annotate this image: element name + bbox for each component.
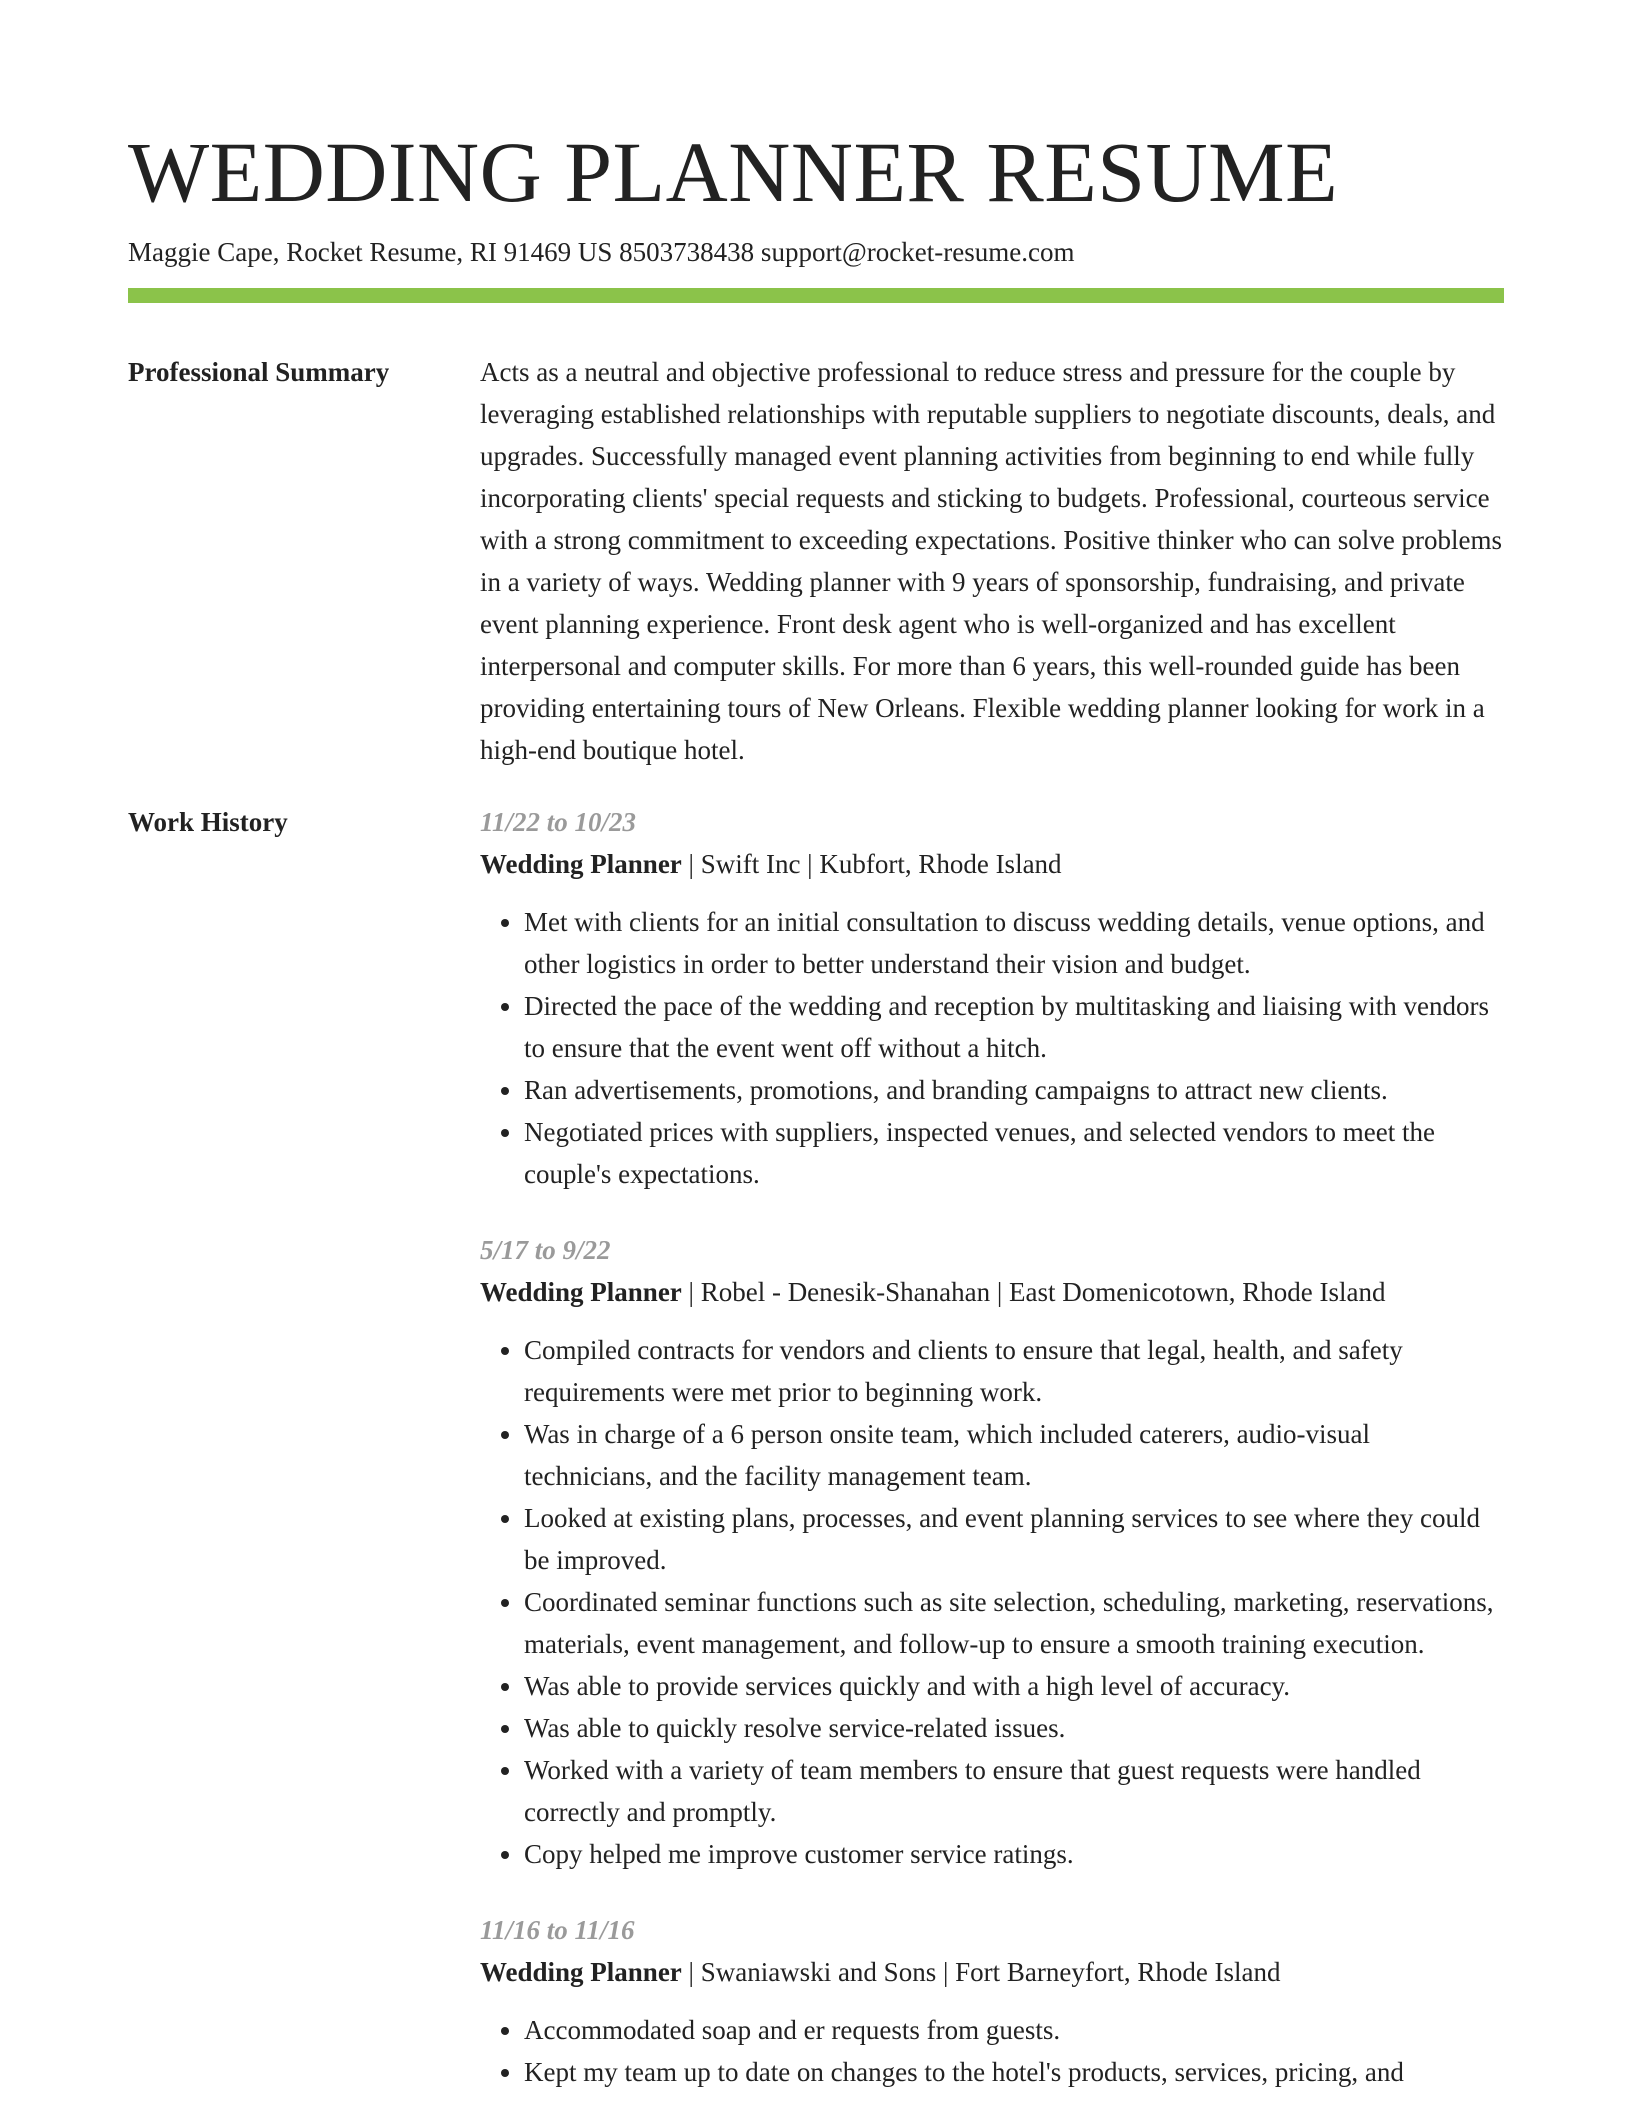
job-heading — [480, 843, 1504, 885]
job-bullet: • Accommodated soap and er requests from guests. — [524, 2009, 1504, 2051]
job-entry — [480, 1909, 1504, 2093]
header-divider — [128, 288, 1504, 303]
summary-text: Acts as a neutral and objective professional to reduce stress and pressure for the couple by leveraging established relationships with reputable suppliers to negotiate discounts, deals, and upgrades. Successfully managed event planning activities from beginning to end while fully incorporating clients' special requests and sticking to budgets. Professional, courteous service with a strong commitment to exceeding expectations. Positive thinker who can solve problems in a variety of ways. Wedding planner with 9 years of sponsorship, fundraising, and private event planning experience. Front desk agent who is well-organized and has excellent interpersonal and computer skills. For more than 6 years, this well-rounded guide has been providing entertaining tours of New Orleans. Flexible wedding planner looking for work in a high-end boutique hotel. — [480, 357, 1503, 765]
job-entry — [480, 1229, 1504, 1875]
section-label-summary: Professional Summary — [128, 357, 390, 387]
work-history-section — [128, 801, 1504, 2127]
job-dates: 11/16 to 11/16 — [480, 1915, 635, 1945]
job-heading — [480, 1271, 1504, 1313]
job-dates: 11/22 to 10/23 — [480, 807, 637, 837]
job-bullet: • Kept my team up to date on changes to the hotel's products, services, pricing, and — [524, 2051, 1504, 2093]
job-bullet: • Looked at existing plans, processes, and event planning services to see where they could be improved. — [524, 1497, 1504, 1581]
job-bullet: • Negotiated prices with suppliers, inspected venues, and selected vendors to meet the couple's expectations. — [524, 1111, 1504, 1195]
job-bullet: • Met with clients for an initial consultation to discuss wedding details, venue options, and other logistics in order to better understand their vision and budget. — [524, 901, 1504, 985]
professional-summary-section — [128, 351, 1504, 771]
job-bullet: • Was able to quickly resolve service-related issues. — [524, 1707, 1504, 1749]
job-company-location: | Swaniawski and Sons | Fort Barneyfort, Rhode Island — [681, 1957, 1281, 1987]
job-entry — [480, 801, 1504, 1195]
job-title: Wedding Planner — [480, 1277, 682, 1307]
job-bullet: • Was able to provide services quickly and with a high level of accuracy. — [524, 1665, 1504, 1707]
job-list — [480, 801, 1504, 2127]
resume-page — [128, 0, 1504, 2127]
job-bullet-list — [480, 1329, 1504, 1875]
job-bullet-list — [480, 901, 1504, 1195]
job-dates: 5/17 to 9/22 — [480, 1235, 611, 1265]
section-label-work: Work History — [128, 807, 288, 837]
job-heading — [480, 1951, 1504, 1993]
job-bullet-list — [480, 2009, 1504, 2093]
job-title: Wedding Planner — [480, 849, 682, 879]
job-title: Wedding Planner — [480, 1957, 682, 1987]
job-company-location: | Robel - Denesik-Shanahan | East Domenicotown, Rhode Island — [681, 1277, 1386, 1307]
job-bullet: • Coordinated seminar functions such as site selection, scheduling, marketing, reservations, materials, event management, and follow-up to ensure a smooth training execution. — [524, 1581, 1504, 1665]
job-bullet: • Compiled contracts for vendors and clients to ensure that legal, health, and safety requirements were met prior to beginning work. — [524, 1329, 1504, 1413]
job-bullet: • Ran advertisements, promotions, and branding campaigns to attract new clients. — [524, 1069, 1504, 1111]
resume-title: WEDDING PLANNER RESUME — [128, 124, 1339, 220]
job-bullet: • Worked with a variety of team members to ensure that guest requests were handled correctly and promptly. — [524, 1749, 1504, 1833]
contact-line: Maggie Cape, Rocket Resume, RI 91469 US 8503738438 support@rocket-resume.com — [128, 237, 1075, 267]
job-bullet: • Directed the pace of the wedding and reception by multitasking and liaising with vendors to ensure that the event went off without a hitch. — [524, 985, 1504, 1069]
job-bullet: • Was in charge of a 6 person onsite team, which included caterers, audio-visual technicians, and the facility management team. — [524, 1413, 1504, 1497]
job-company-location: | Swift Inc | Kubfort, Rhode Island — [681, 849, 1062, 879]
job-bullet: • Copy helped me improve customer service ratings. — [524, 1833, 1504, 1875]
